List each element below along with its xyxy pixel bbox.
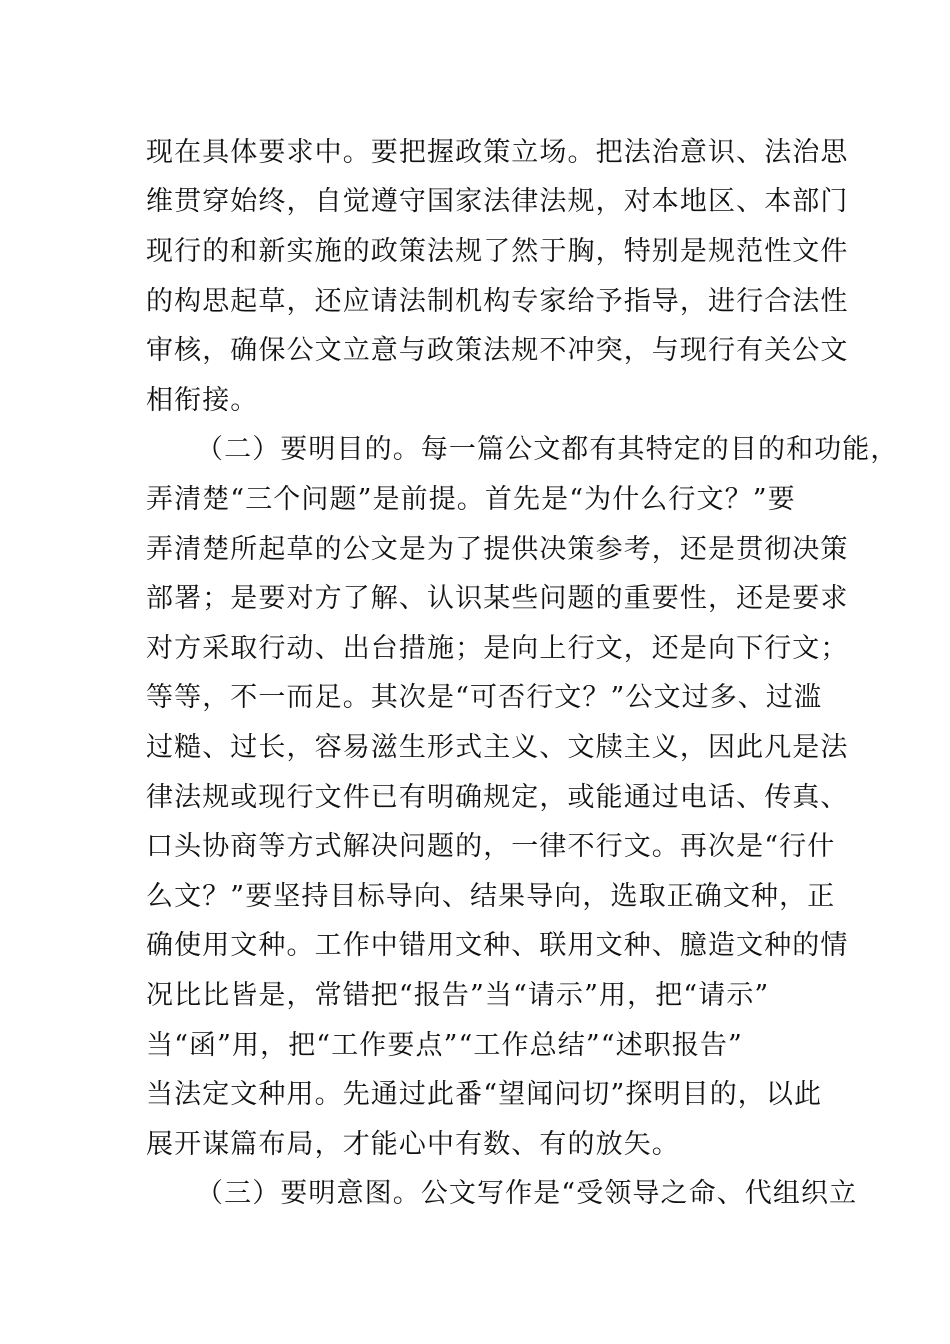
text-line: 维贯穿始终，自觉遵守国家法律法规，对本地区、本部门 — [146, 186, 849, 217]
text-line: 确使用文种。工作中错用文种、联用文种、臆造文种的情 — [146, 930, 849, 961]
text-line: 口头协商等方式解决问题的，一律不行文。再次是“行什 — [146, 831, 836, 862]
text-line: 弄清楚“三个问题”是前提。首先是“为什么行文？”要 — [146, 484, 796, 515]
text-line: 部署；是要对方了解、认识某些问题的重要性，还是要求 — [146, 583, 849, 614]
text-line: 现行的和新实施的政策法规了然于胸，特别是规范性文件 — [146, 236, 849, 267]
text-line: 展开谋篇布局，才能心中有数、有的放矢。 — [146, 1129, 680, 1160]
text-line: 弄清楚所起草的公文是为了提供决策参考，还是贯彻决策 — [146, 534, 849, 565]
text-line: 当“函”用，把“工作要点”“工作总结”“述职报告” — [146, 1030, 743, 1061]
text-line: 相衔接。 — [146, 385, 259, 416]
paragraph-start-line: （三）要明意图。公文写作是“受领导之命、代组织立 — [196, 1178, 858, 1209]
text-line: 的构思起草，还应请法制机构专家给予指导，进行合法性 — [146, 286, 849, 317]
text-line: 过糙、过长，容易滋生形式主义、文牍主义，因此凡是法 — [146, 732, 849, 763]
text-line: 现在具体要求中。要把握政策立场。把法治意识、法治思 — [146, 137, 849, 168]
text-line: 况比比皆是，常错把“报告”当“请示”用，把“请示” — [146, 980, 770, 1011]
text-line: 当法定文种用。先通过此番“望闻问切”探明目的，以此 — [146, 1079, 823, 1110]
text-line: 么文？”要坚持目标导向、结果导向，选取正确文种，正 — [146, 881, 836, 912]
text-line: 律法规或现行文件已有明确规定，或能通过电话、传真、 — [146, 782, 849, 813]
text-line: 审核，确保公文立意与政策法规不冲突，与现行有关公文 — [146, 335, 849, 366]
text-line: 对方采取行动、出台措施；是向上行文，还是向下行文； — [146, 633, 849, 664]
paragraph-start-line: （二）要明目的。每一篇公文都有其特定的目的和功能， — [196, 434, 899, 465]
text-line: 等等，不一而足。其次是“可否行文？”公文过多、过滥 — [146, 682, 823, 713]
